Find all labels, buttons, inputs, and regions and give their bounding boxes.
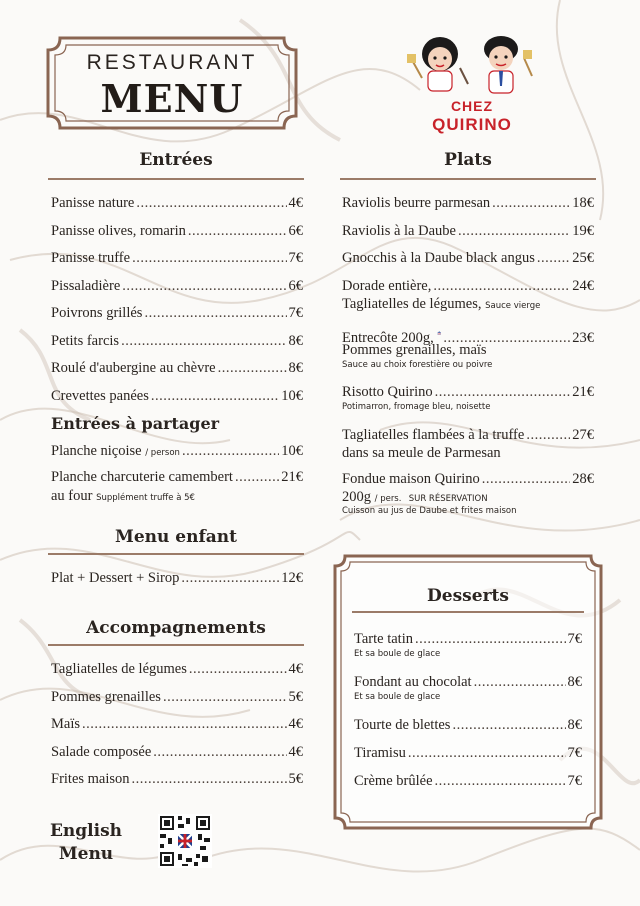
list-item: Fondant au chocolat ..... 8€ xyxy=(354,674,582,692)
label-rouge-icon xyxy=(437,324,442,342)
list-item: Gnocchis à la Daube black angus ..... 25€ xyxy=(342,250,594,278)
list-item: Poivrons grillés ..... 7€ xyxy=(51,305,303,333)
chef-characters-icon xyxy=(398,30,546,100)
enfant-divider xyxy=(48,553,304,555)
list-item: Panisse olives, romarin ..... 6€ xyxy=(51,223,303,251)
list-item: Salade composée ..... 4€ xyxy=(51,744,303,772)
title-restaurant: RESTAURANT xyxy=(86,51,258,74)
desserts-heading: Desserts xyxy=(427,586,509,606)
plats-divider xyxy=(340,178,596,180)
list-item: Crevettes panées ..... 10€ xyxy=(51,388,303,416)
item-note: Et sa boule de glace xyxy=(354,649,441,659)
list-item: Panisse nature ..... 4€ xyxy=(51,195,303,223)
entrees-divider xyxy=(48,178,304,180)
list-item: Risotto Quirino ..... 21€ xyxy=(342,384,594,402)
list-item: Dorade entière, ..... 24€ xyxy=(342,278,594,296)
list-item: Frites maison ..... 5€ xyxy=(51,771,303,799)
list-item: Petits farcis ..... 8€ xyxy=(51,333,303,361)
desserts-list xyxy=(354,631,582,801)
list-item: Roulé d'aubergine au chèvre ..... 8€ xyxy=(51,360,303,388)
desserts-divider xyxy=(352,611,584,613)
list-item: Fondue maison Quirino ..... 28€ xyxy=(342,471,594,489)
plats-list xyxy=(342,195,594,516)
list-item: Plat + Dessert + Sirop ..... 12€ xyxy=(51,570,303,587)
logo-chez: CHEZ xyxy=(450,98,494,114)
accompagnements-divider xyxy=(48,644,304,646)
list-item: Tagliatelles de légumes ..... 4€ xyxy=(51,661,303,689)
partager-heading: Entrées à partager xyxy=(51,414,220,433)
enfant-list xyxy=(51,570,303,587)
list-item: Planche charcuterie camembert ..... 21€ xyxy=(51,469,303,488)
plats-heading: Plats xyxy=(444,150,492,170)
english-menu-label[interactable]: English Menu xyxy=(49,821,123,864)
logo-quirino: QUIRINO xyxy=(432,115,512,134)
restaurant-title-frame xyxy=(46,36,298,130)
item-continuation: dans sa meule de Parmesan xyxy=(342,444,501,461)
list-item: Tarte tatin ..... 7€ xyxy=(354,631,582,649)
list-item: Panisse truffe ..... 7€ xyxy=(51,250,303,278)
entrees-heading: Entrées xyxy=(139,150,213,170)
item-note: Sauce au choix forestière ou poivre xyxy=(342,359,493,370)
item-note: Et sa boule de glace xyxy=(354,692,441,702)
accompagnements-heading: Accompagnements xyxy=(86,618,266,638)
entrees-list xyxy=(51,195,303,415)
list-item: Tiramisu ..... 7€ xyxy=(354,745,582,773)
list-item: Maïs ..... 4€ xyxy=(51,716,303,744)
list-item: Entrecôte 200g, ..... 23€ xyxy=(342,324,594,342)
list-item: Tourte de blettes ..... 8€ xyxy=(354,717,582,745)
item-note: Cuisson au jus de Daube et frites maison xyxy=(342,505,517,516)
item-continuation: 200g / pers. SUR RÉSERVATION xyxy=(342,488,488,505)
enfant-heading: Menu enfant xyxy=(115,527,237,547)
partager-list xyxy=(51,443,303,505)
accompagnements-list xyxy=(51,661,303,799)
list-item: Planche niçoise / person ..... 10€ xyxy=(51,443,303,469)
chez-quirino-logo xyxy=(398,30,546,140)
item-continuation: Pommes grenailles, maïs xyxy=(342,341,487,358)
item-continuation: Tagliatelles de légumes, Sauce vierge xyxy=(342,295,541,312)
list-item: Raviolis à la Daube ..... 19€ xyxy=(342,223,594,251)
item-continuation: au four Supplément truffe à 5€ xyxy=(51,488,195,504)
title-menu: MENU xyxy=(100,76,244,121)
list-item: Pommes grenailles ..... 5€ xyxy=(51,689,303,717)
qr-code-icon[interactable] xyxy=(158,814,212,868)
list-item: Pissaladière ..... 6€ xyxy=(51,278,303,306)
list-item: Tagliatelles flambées à la truffe ..... 27€ xyxy=(342,427,594,445)
list-item: Crème brûlée ..... 7€ xyxy=(354,773,582,801)
item-note: Potimarron, fromage bleu, noisette xyxy=(342,401,491,412)
list-item: Raviolis beurre parmesan ..... 18€ xyxy=(342,195,594,223)
